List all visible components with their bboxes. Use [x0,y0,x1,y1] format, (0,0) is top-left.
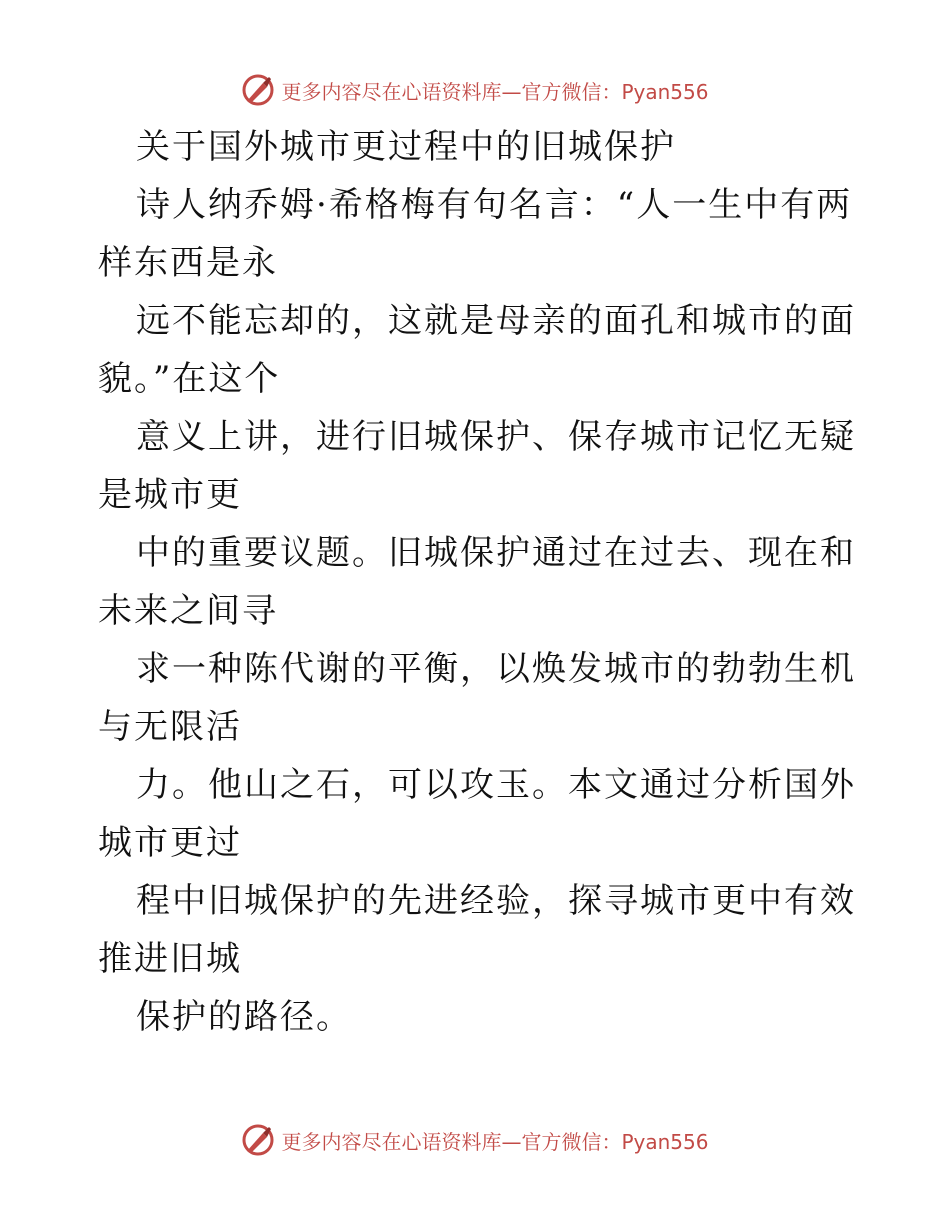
header-banner-text: 更多内容尽在心语资料库—官方微信：Pyan556 [281,79,709,104]
footer-banner [0,1120,950,1160]
paragraph-line: 保护的路径。 [136,997,352,1037]
document-title-line: 关于国外城市更过程中的旧城保护 [136,127,676,167]
paragraph-line: 力。他山之石，可以攻玉。本文通过分析国外城市更过 [98,765,856,863]
paragraph-line: 远不能忘却的，这就是母亲的面孔和城市的面貌。”在这个 [98,301,856,399]
document-body [98,118,858,1046]
paragraph-line: 意义上讲，进行旧城保护、保存城市记忆无疑是城市更 [98,417,856,515]
paragraph-line: 中的重要议题。旧城保护通过在过去、现在和未来之间寻 [98,533,856,631]
paragraph-line: 求一种陈代谢的平衡，以焕发城市的勃勃生机与无限活 [98,649,856,747]
footer-banner-text: 更多内容尽在心语资料库—官方微信：Pyan556 [281,1129,709,1154]
quill-pen-logo-icon [241,73,275,107]
paragraph-line: 程中旧城保护的先进经验，探寻城市更中有效推进旧城 [98,881,856,979]
paragraph-line: 诗人纳乔姆·希格梅有句名言：“人一生中有两样东西是永 [98,185,853,283]
quill-pen-logo-icon [241,1123,275,1157]
header-banner [0,70,950,110]
